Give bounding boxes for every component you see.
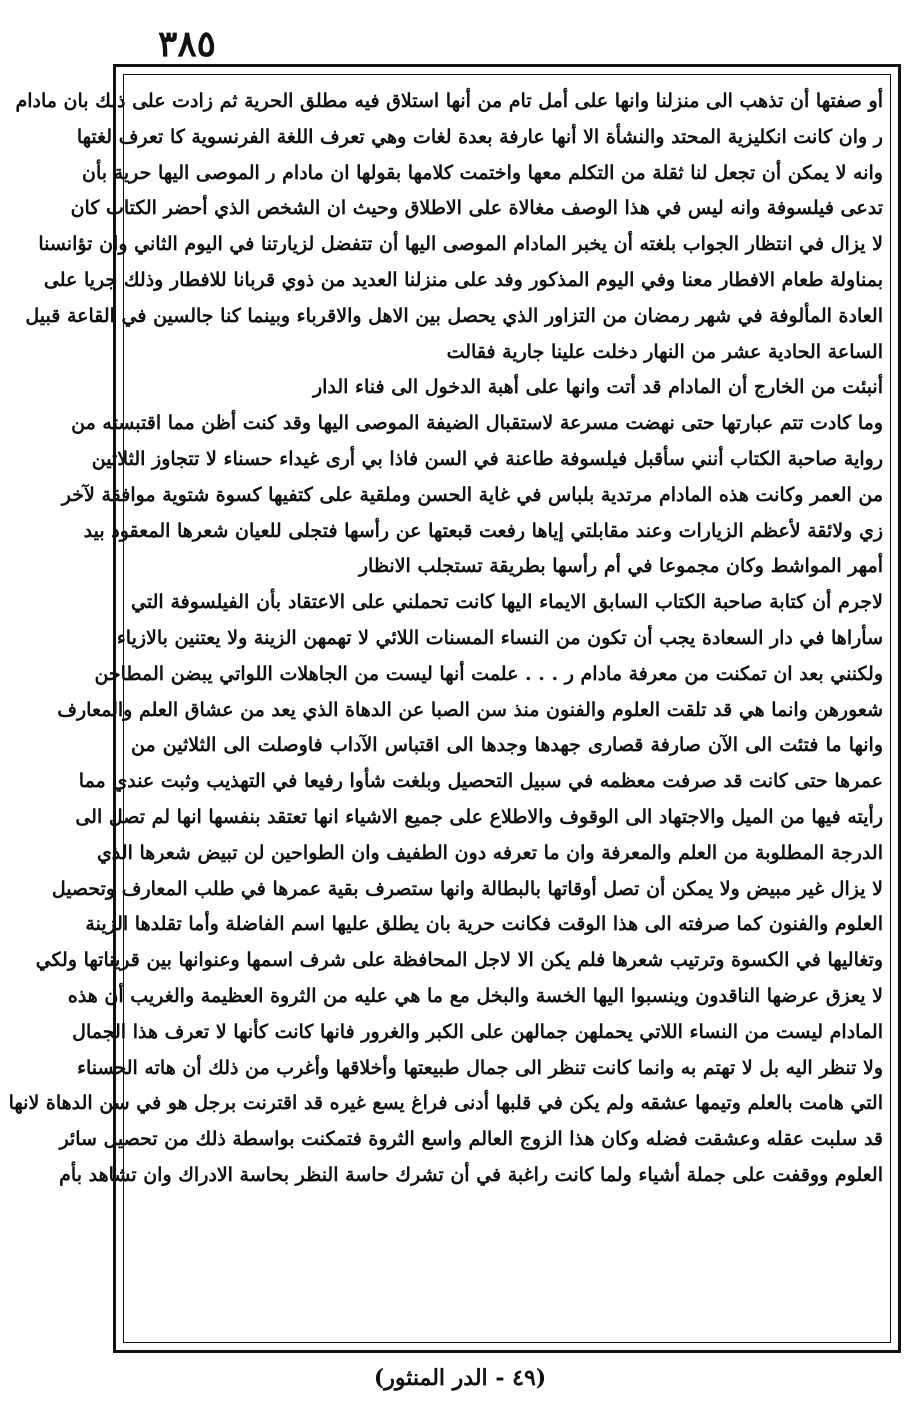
text-line: العلوم ووقفت على جملة أشياء ولما كانت راغبة في أن تشرك حاسة النظر بحاسة الادراك وان تشاهد بأم: [59, 1163, 883, 1186]
text-line: من العمر وكانت هذه المادام مرتدية بلباس في غاية الحسن وملقية على كتفيها كسوة شتوية موافقة لآخر: [61, 483, 883, 506]
footer-signature: (٤٩ - الدر المنثور): [373, 1365, 547, 1391]
text-line: وانه لا يمكن أن تجعل لنا ثقلة من التكلم معها واختمت كلامها بقولها ان مادام ر الموصى اليها حرية بأن: [82, 161, 883, 184]
text-line: شعورهن وانما هي قد تلقت العلوم والفنون منذ سن الصبا عن الدهاة الذي يعد من عشاق العلم والمعارف: [57, 698, 883, 721]
text-line: قد سلبت عقله وعشقت فضله وكان هذا الزوج العالم واسع الثروة فتمكنت بواسطة ذلك من تحصيل سائر: [59, 1128, 883, 1151]
text-line: وانها ما فتئت الى الآن صارفة قصارى جهدها وجدها الى اقتباس الآداب فاوصلت الى الثلاثين من: [131, 734, 883, 757]
text-line: أنبئت من الخارج أن المادام قد أتت وانها على أهبة الدخول الى فناء الدار: [312, 376, 883, 399]
text-line: ولكنني بعد ان تمكنت من معرفة مادام ر . . . علمت أنها ليست من الجاهلات اللواتي يبضن المطاحن: [94, 662, 883, 685]
text-line: عمرها حتى كانت قد صرفت معظمه في سبيل التحصيل وبلغت شأوا رفيعا في التهذيب وثبت عندي مما: [78, 770, 883, 793]
page-number: ٣٨٥: [158, 23, 217, 65]
text-line: بمناولة طعام الافطار معنا وفي اليوم المذكور وفد على منزلنا العديد من ذوي قربانا للافطار وذلك جريا على: [43, 268, 883, 291]
text-line: ولا تنظر اليه بل لا تهتم به وانما كانت تنظر الى جمال طبيعتها وأخلاقها وأغرب من ذلك أن هاته الحسناء: [77, 1056, 883, 1079]
text-body: [8, 84, 883, 1338]
text-line: لا يعزق عرضها الناقدون وينسبوا اليها الخسة والبخل مع ما هي عليه من الثروة العظيمة والغريب أن هذه: [67, 984, 883, 1007]
text-line: سأراها في دار السعادة يجب أن تكون من النساء المسنات اللائي لا تهمهن الزينة ولا يعتنين بالازياء: [116, 626, 883, 649]
text-line: وما كادت تتم عبارتها حتى نهضت مسرعة لاستقبال الضيفة الموصى اليها وقد كنت أظن مما اقتبسته من: [71, 412, 883, 435]
text-line: لاجرم أن كتابة صاحبة الكتاب السابق الايماء اليها كانت تحملني على الاعتقاد بأن الفيلسوفة التي: [131, 591, 883, 614]
text-line: العلوم والفنون كما صرفته الى هذا الوقت فكانت حرية بان يطلق عليها اسم الفاضلة وأما تقلدها الزينة: [85, 913, 883, 936]
text-line: أو صفتها أن تذهب الى منزلنا وانها على أمل تام من أنها استلاق فيه مطلق الحرية ثم زادت على ذلك بان مادام: [15, 90, 883, 112]
text-line: الساعة الحادية عشر من النهار دخلت علينا جارية فقالت: [446, 340, 883, 363]
text-line: لا يزال في انتظار الجواب بلغته أن يخبر المادام الموصى اليها أن تتفضل لزيارتنا في اليوم الثاني وان تؤانسنا: [38, 233, 883, 256]
text-line: رأيته فيها من الميل والاجتهاد الى الوقوف والاطلاع على جميع الاشياء انها تعتقد بنفسها انها لم تصل الى: [75, 805, 883, 828]
text-line: لا يزال غير مبيض ولا يمكن أن تصل أوقاتها بالبطالة وانها ستصرف بقية عمرها في طلب المعارف وتحصيل: [51, 877, 883, 900]
text-line: وتغاليها في الكسوة وترتيب شعرها فلم يكن الا لاجل المحافظة على شرف اسمها وعنوانها بين قريناتها ولكي: [35, 949, 883, 972]
text-line: المادام ليست من النساء اللاتي يحملهن جمالهن على الكبر والغرور فانها كانت كأنها لا تعرف هذا الجمال: [72, 1020, 883, 1043]
text-line: ر وان كانت انكليزية المحتد والنشأة الا أنها عارفة بعدة لغات وهي تعرف اللغة الفرنسوية كا تعرف لغتها: [76, 125, 883, 148]
text-line: أمهر المواشط وكان مجموعا في أم رأسها بطريقة تستجلب الانظار: [358, 555, 883, 578]
text-line: زي ولائقة لأعظم الزيارات وعند مقابلتي إياها رفعت قبعتها عن رأسها فتجلى للعيان شعرها المعقود بيد: [83, 519, 883, 542]
text-line: العادة المألوفة في شهر رمضان من التزاور الذي يحصل بين الاهل والاقرباء وبينما كنا جالسين في القاعة قبيل: [25, 304, 883, 327]
text-line: الدرجة المطلوبة من العلم والمعرفة وان ما تعرفه دون الطفيف وان الطواحين لن تبيض شعرها الذي: [96, 841, 883, 864]
text-line: رواية صاحبة الكتاب أنني سأقبل فيلسوفة طاعنة في السن فاذا بي أرى غيداء حسناء لا تتجاوز الثلاثين: [91, 447, 883, 470]
text-line: التي هامت بالعلم وتيمها عشقه ولم يكن في قلبها أدنى فراغ يسع غيره قد اقترنت برجل هو في سن الدهاة لانها: [8, 1092, 883, 1115]
text-line: تدعى فيلسوفة وانه ليس في هذا الوصف مغالاة على الاطلاق وحيث ان الشخص الذي أحضر الكتاب كان: [70, 197, 883, 220]
